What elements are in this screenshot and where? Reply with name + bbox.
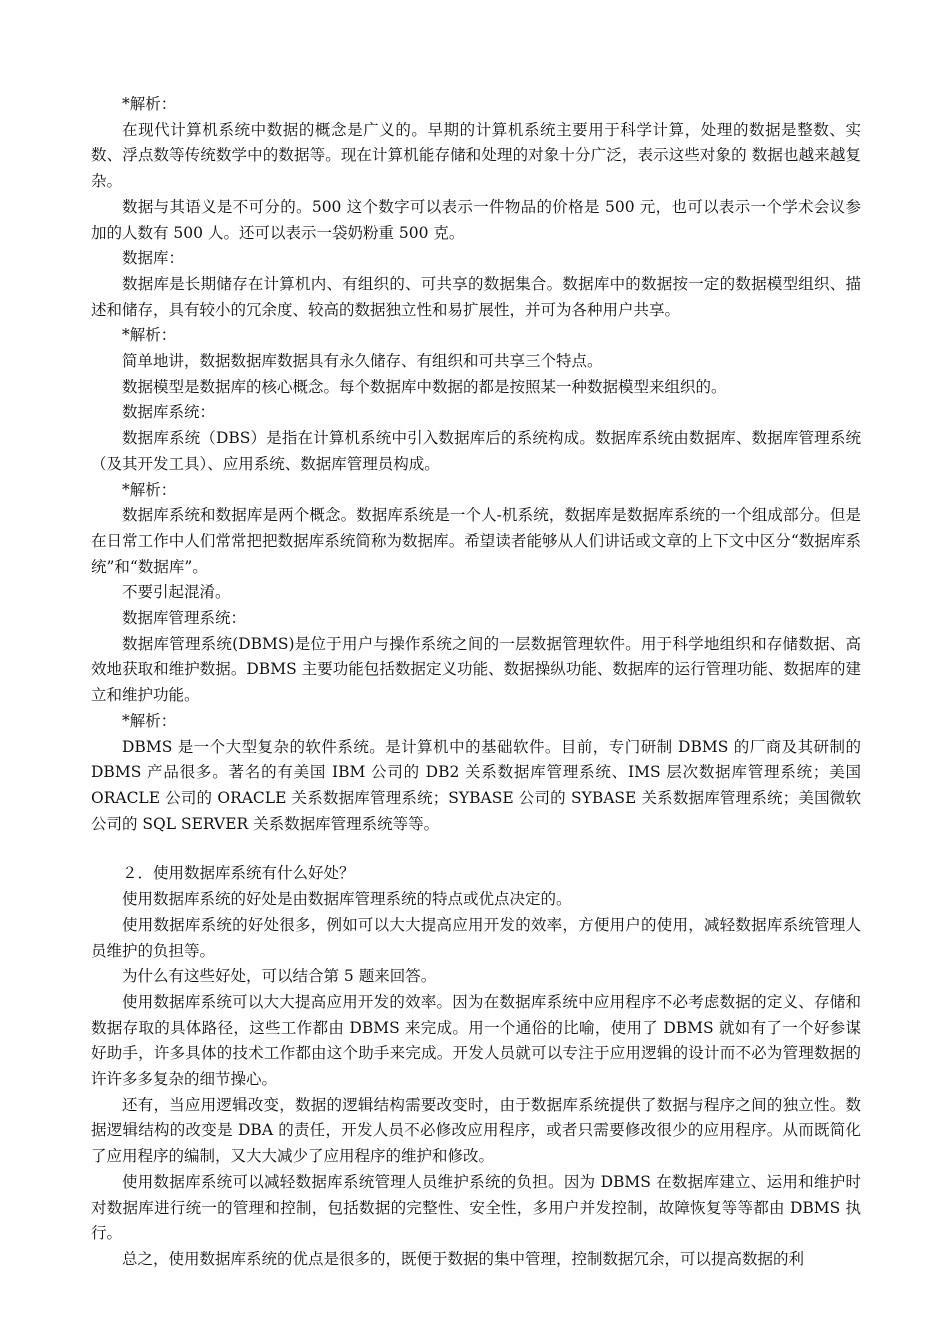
paragraph-term-label: 数据库： [122,249,185,268]
paragraph: 使用数据库系统可以减轻数据库系统管理人员维护系统的负担。因为 DBMS 在数据库建立、运用和维护时对数据库进行统一的管理和控制，包括数据的完整性、安全性，多用户并发控制，故障恢复等等都由 DBMS 执行。 [91,1172,861,1243]
paragraph-analysis-label: *解析： [122,95,177,113]
paragraph: 为什么有这些好处，可以结合第 5 题来回答。 [122,967,437,986]
paragraph: 数据库系统和数据库是两个概念。数据库系统是一个人-机系统，数据库是数据库系统的一个组成部分。但是在日常工作中人们常常把把数据库系统简称为数据库。希望读者能够从人们讲话或文章的上下文中区分“数据库系统”和“数据库”。 [91,506,861,576]
paragraph: 数据库是长期储存在计算机内、有组织的、可共享的数据集合。数据库中的数据按一定的数据模型组织、描述和储存，具有较小的冗余度、较高的数据独立性和易扩展性，并可为各种用户共享。 [91,274,861,319]
paragraph: 数据库管理系统(DBMS)是位于用户与操作系统之间的一层数据管理软件。用于科学地组织和存储数据、高效地获取和维护数据。DBMS 主要功能包括数据定义功能、数据操纵功能、数据库的运行管理功能、数据库的建立和维护功能。 [91,634,861,705]
paragraph: 使用数据库系统的好处很多，例如可以大大提高应用开发的效率，方便用户的使用，减轻数据库系统管理人员维护的负担等。 [91,915,861,960]
paragraph: 使用数据库系统的好处是由数据库管理系统的特点或优点决定的。 [122,890,572,909]
paragraph-analysis-label: *解析： [122,711,177,730]
paragraph: 数据库系统（DBS）是指在计算机系统中引入数据库后的系统构成。数据库系统由数据库、数据库管理系统（及其开发工具）、应用系统、数据库管理员构成。 [91,429,861,473]
paragraph: DBMS 是一个大型复杂的软件系统。是计算机中的基础软件。目前，专门研制 DBMS 的厂商及其研制的 DBMS 产品很多。著名的有美国 IBM 公司的 DB2 关系数据库管理系统、IMS 层次数据库管理系统；美国 ORACLE 公司的 ORACLE 关系数据库管理系统；SYBASE 公司的 SYBASE 关系数据库管理系统；美国微软公司的 SQL SERVER 关系数据库管理系统等等。 [91,737,861,833]
paragraph: 数据模型是数据库的核心概念。每个数据库中数据的都是按照某一种数据模型来组织的。 [122,377,727,396]
document-body [91,92,861,1273]
paragraph: 使用数据库系统可以大大提高应用开发的效率。因为在数据库系统中应用程序不必考虑数据的定义、存储和数据存取的具体路径，这些工作都由 DBMS 来完成。用一个通俗的比喻，使用了 DBMS 就如有了一个好参谋好助手，许多具体的技术工作都由这个助手来完成。开发人员就可以专注于应用逻辑的设计而不必为管理数据的许许多多复杂的细节操心。 [91,992,861,1089]
paragraph-analysis-label: *解析： [122,480,177,499]
paragraph-analysis-label: *解析： [122,326,177,345]
paragraph: 数据与其语义是不可分的。500 这个数字可以表示一件物品的价格是 500 元，也可以表示一个学术会议参加的人数有 500 人。还可以表示一袋奶粉重 500 克。 [91,197,861,242]
paragraph: 简单地讲，数据数据库数据具有永久储存、有组织和可共享三个特点。 [122,352,603,371]
paragraph: 在现代计算机系统中数据的概念是广义的。早期的计算机系统主要用于科学计算，处理的数据是整数、实数、浮点数等传统数学中的数据等。现在计算机能存储和处理的对象十分广泛，表示这些对象的 数据也越来越复杂。 [91,120,861,191]
paragraph: 不要引起混淆。 [122,583,231,602]
paragraph: 还有，当应用逻辑改变，数据的逻辑结构需要改变时，由于数据库系统提供了数据与程序之间的独立性。数据逻辑结构的改变是 DBA 的责任，开发人员不必修改应用程序，或者只需要修改很少的应用程序。从而既简化了应用程序的编制，又大大减少了应用程序的维护和修改。 [91,1095,861,1166]
paragraph-term-label: 数据库管理系统： [122,609,247,628]
question-heading: ２．使用数据库系统有什么好处？ [122,864,355,883]
paragraph-term-label: 数据库系统： [122,403,216,422]
paragraph: 总之，使用数据库系统的优点是很多的，既便于数据的集中管理，控制数据冗余，可以提高数据的利 [122,1249,805,1268]
